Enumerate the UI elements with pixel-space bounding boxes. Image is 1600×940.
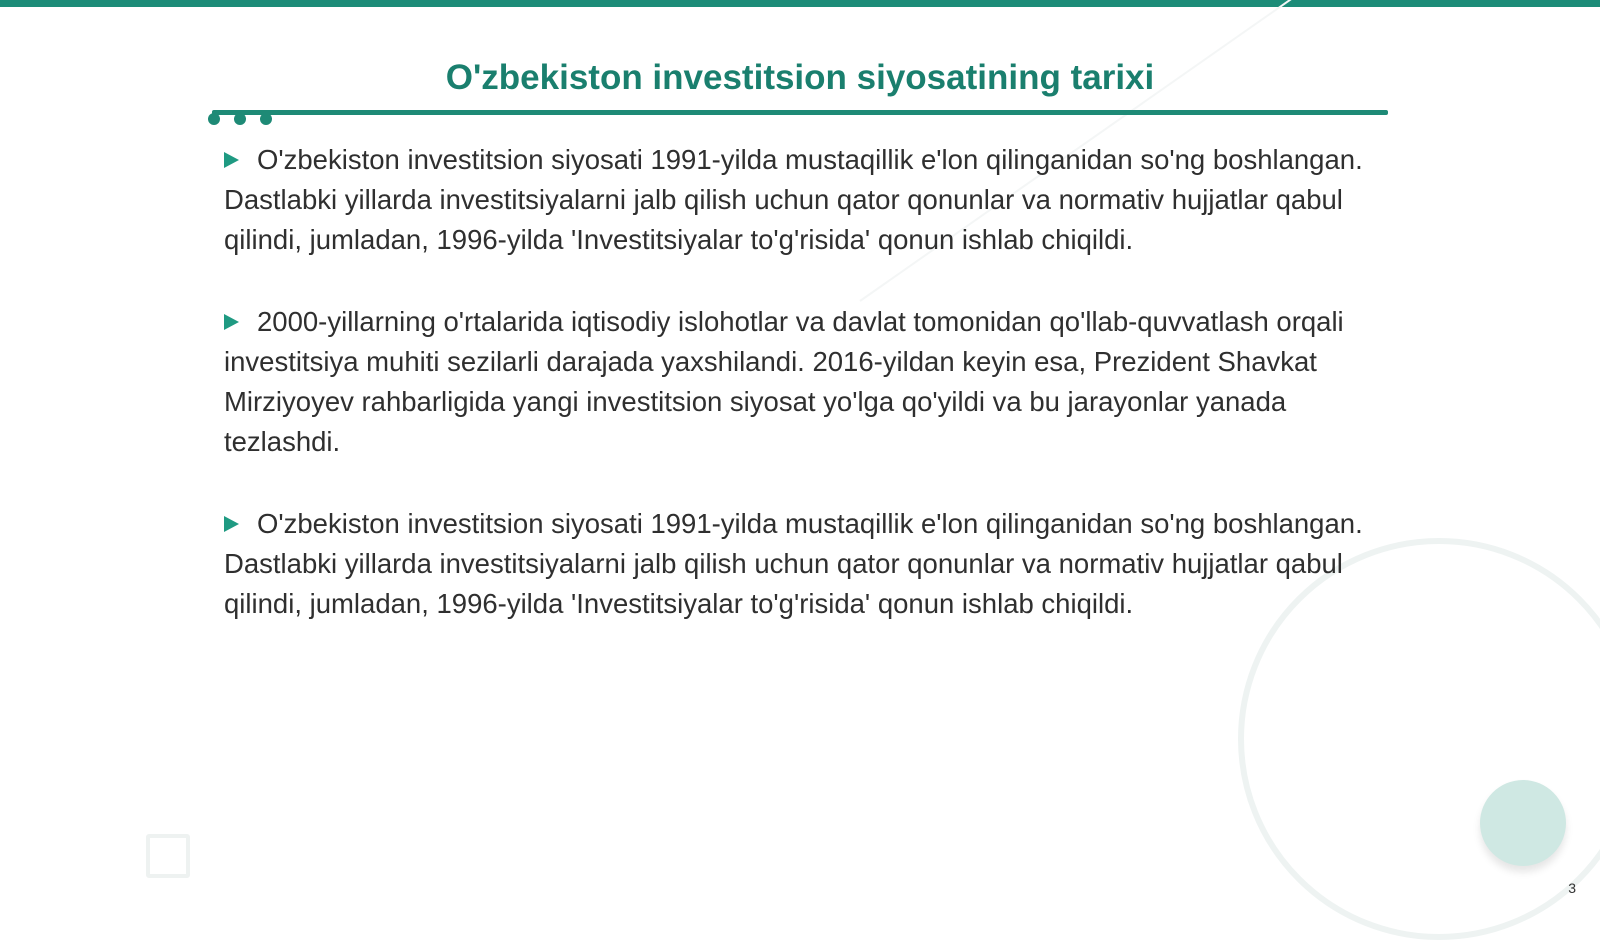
bullet-arrow-icon (224, 516, 239, 532)
decorative-square (146, 834, 190, 878)
bullet-paragraph (224, 504, 1364, 624)
page-number: 3 (1568, 880, 1576, 896)
title-underline (212, 110, 1388, 115)
top-accent-bar (0, 0, 1600, 7)
bullet-arrow-icon (224, 152, 239, 168)
bullet-text: O'zbekiston investitsion siyosati 1991-yilda mustaqillik e'lon qilinganidan so'ng boshlangan. Dastlabki yillarda investitsiyalarni jalb qilish uchun qator qonunlar va normativ hujjatlar qabul qilindi, jumladan, 1996-yilda 'Investitsiyalar to'g'risida' qonun ishlab chiqildi. (224, 508, 1363, 619)
slide-title: O'zbekiston investitsion siyosatining tarixi (445, 58, 1155, 97)
bullet-arrow-icon (224, 314, 239, 330)
decorative-circle (1480, 780, 1566, 866)
underline-dot-2 (234, 113, 246, 125)
bullet-paragraph (224, 140, 1364, 260)
bullet-text: 2000-yillarning o'rtalarida iqtisodiy islohotlar va davlat tomonidan qo'llab-quvvatlash orqali investitsiya muhiti sezilarli darajada yaxshilandi. 2016-yildan keyin esa, Prezident Shavkat Mirziyoyev rahbarligida yangi investitsion siyosat yo'lga qo'yildi va bu jarayonlar yanada tezlashdi. (224, 306, 1344, 457)
underline-dot-1 (208, 113, 220, 125)
bullet-text: O'zbekiston investitsion siyosati 1991-yilda mustaqillik e'lon qilinganidan so'ng boshlangan. Dastlabki yillarda investitsiyalarni jalb qilish uchun qator qonunlar va normativ hujjatlar qabul qilindi, jumladan, 1996-yilda 'Investitsiyalar to'g'risida' qonun ishlab chiqildi. (224, 144, 1363, 255)
bullet-paragraph (224, 302, 1364, 462)
underline-dot-3 (260, 113, 272, 125)
slide-content (224, 140, 1364, 666)
